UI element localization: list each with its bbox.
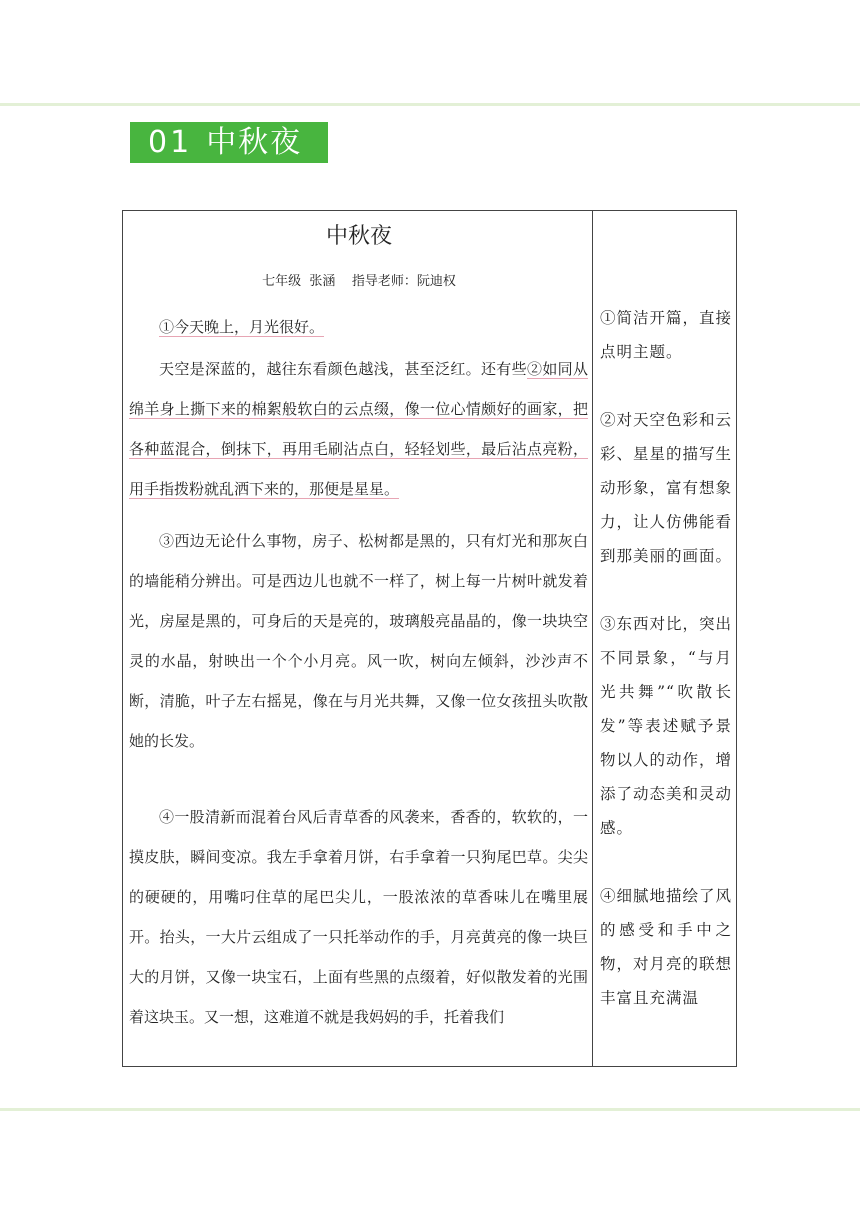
underlined-text: ①今天晚上，月光很好。 [159,318,325,336]
essay-byline: 七年级 张涵 指导老师：阮迪权 [262,274,456,289]
section-title: 中秋夜 [206,125,303,160]
paragraph-3: ③西边无论什么事物，房子、松树都是黑的，只有灯光和那灰白的墙能稍分辨出。可是西边儿也就不一样了，树上每一片树叶就发着光，房屋是黑的，可身后的天是亮的，玻璃般亮晶晶的，像一块块空灵的水晶，射映出一个个小月亮。风一吹，树向左倾斜，沙沙声不断，清脆，叶子左右摇晃，像在与月光共舞，又像一位女孩扭头吹散她的长发。 [129,532,588,750]
annotation-column [600,301,732,1049]
header-rule [0,103,860,106]
paragraph-1 [129,307,588,347]
column-divider [592,211,593,1066]
essay-table [122,210,737,1067]
section-number: 01 [148,125,193,160]
annotation-3: ③东西对比，突出不同景象，“与月光共舞”“吹散长发”等表述赋予景物以人的动作，增添了动态美和灵动感。 [600,615,733,837]
annotation-1: ①简洁开篇，直接点明主题。 [600,309,733,361]
paragraph-2-start: 天空是深蓝的，越往东看颜色越浅，甚至泛红。还有些 [159,360,527,378]
footer-rule [0,1108,860,1111]
paragraph-2 [129,349,588,509]
annotation-2: ②对天空色彩和云彩、星星的描写生动形象，富有想象力，让人仿佛能看到那美丽的画面。 [600,411,733,565]
essay-title: 中秋夜 [325,224,392,249]
annotation-4: ④细腻地描绘了风的感受和手中之物，对月亮的联想丰富且充满温 [600,887,733,1007]
paragraph-4: ④一股清新而混着台风后青草香的风袭来，香香的，软软的，一摸皮肤，瞬间变凉。我左手拿着月饼，右手拿着一只狗尾巴草。尖尖的硬硬的，用嘴叼住草的尾巴尖儿，一股浓浓的草香味儿在嘴里展开。抬头，一大片云组成了一只托举动作的手，月亮黄亮的像一块巨大的月饼，又像一块宝石，上面有些黑的点缀着，好似散发着的光围着这块玉。又一想，这难道不就是我妈妈的手，托着我们 [129,808,588,1026]
section-heading [130,122,328,163]
underlined-text: ②如同从绵羊身上撕下来的棉絮般软白的云点缀，像一位心情颇好的画家，把各种蓝混合，倒抹下，再用毛刷沾点白，轻轻划些，最后沾点亮粉，用手指拨粉就乱洒下来的，那便是星星。 [129,360,588,498]
